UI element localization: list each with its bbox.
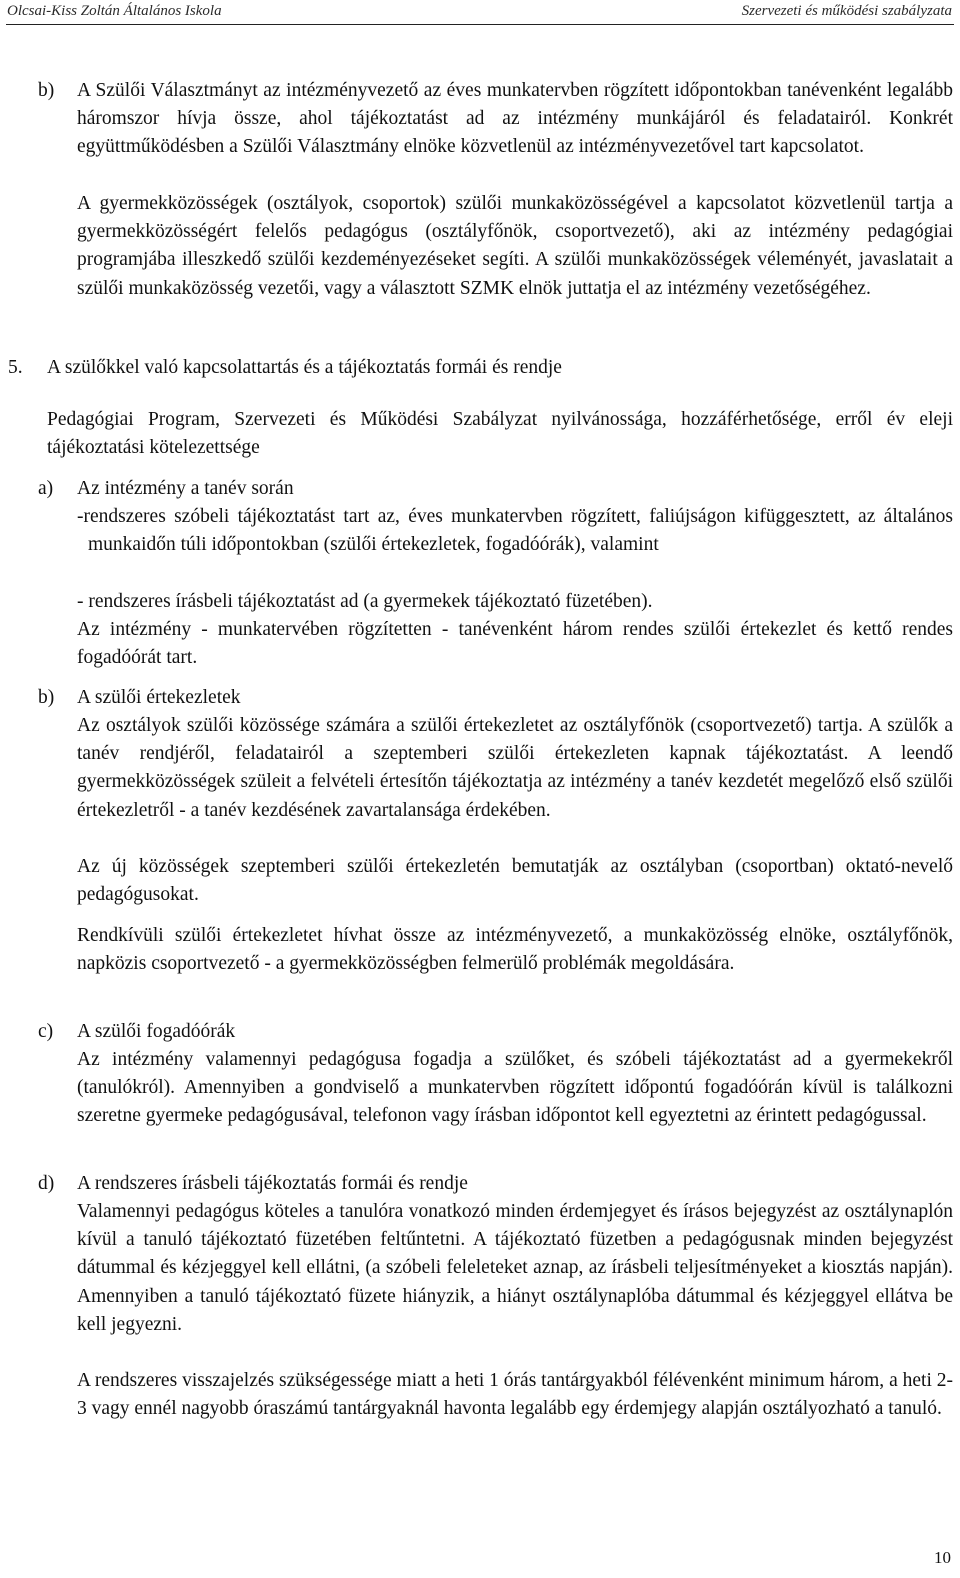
header-divider (6, 24, 954, 25)
item-b-paragraph-2: Az új közösségek szeptemberi szülői értekezletén bemutatják az osztályban (csoportban) oktató-nevelő pedagógusokat. (77, 856, 953, 906)
list-marker-b-top: b) (38, 80, 55, 101)
list-marker-a: a) (38, 478, 54, 499)
b-top-paragraph-2: A gyermekközösségek (osztályok, csoportok) szülői munkaközösségével a kapcsolatot közvetlenül tartja a gyermekközösségért felelős pedagógus (osztályfőnök, csoportvezető), aki az intézmény pedagógiai programjába illeszkedő szülői kezdeményezéseket segíti. A szülői munkaközösségek véleményét, javaslatait a szülői munkaközösség vezetői, vagy a választott SZMK elnök juttatja el az intézmény vezetőségéhez. (77, 193, 953, 299)
item-d-title: A rendszeres írásbeli tájékoztatás formái és rendje (77, 1173, 468, 1194)
section-number: 5. (8, 357, 23, 378)
list-marker-d: d) (38, 1173, 55, 1194)
item-b-paragraph-1: Az osztályok szülői közössége számára a szülői értekezletet az osztályfőnök (csoportvezető) tartja. A szülők a tanév rendjéről, feladatairól a szeptemberi szülői értekezleten kapnak tájékoztatást. A leendő gyermekközösségek szüleit a felvételi értesítőn tájékoztatja az intézmény a tanév kezdetét megelőző első szülői értekezletről - a tanév kezdésének zavartalansága érdekében. (77, 715, 953, 821)
item-c-title: A szülői fogadóórák (77, 1021, 236, 1042)
page-header (0, 0, 960, 28)
header-document-title: Szervezeti és működési szabályzata (741, 3, 952, 19)
item-a-line-2: - rendszeres írásbeli tájékoztatást ad (a gyermekek tájékoztató füzetében). (77, 591, 653, 612)
page-number: 10 (934, 1548, 951, 1567)
item-d-paragraph-1: Valamennyi pedagógus köteles a tanulóra vonatkozó minden érdemjegyet és írásos bejegyzést az osztálynaplón kívül a tanuló tájékoztató füzetében feltűntetni. A tájékoztató füzetben a pedagógusnak minden bejegyzést dátummal és kézjeggyel kell ellátni, (a szóbeli feleleteket aznap, az írásbeli teljesítményeket a kiosztás napján). Amennyiben a tanuló tájékoztató füzete hiányzik, a hiányt osztálynaplóba dátummal és kézjeggyel ellátva be kell jegyezni. (77, 1201, 953, 1335)
list-marker-b: b) (38, 687, 55, 708)
item-d-paragraph-2: A rendszeres visszajelzés szükségessége miatt a heti 1 órás tantárgyakból félévenként minimum három, a heti 2-3 vagy ennél nagyobb óraszámú tantárgyaknál havonta legalább egy érdemjegy alapján osztályozható a tanuló. (77, 1370, 953, 1420)
item-a-line-1: -rendszeres szóbeli tájékoztatást tart az, éves munkatervben rögzített, faliújságon kifüggesztett, az általános munkaidőn túli időpontokban (szülői értekezletek, fogadóórák), valamint (77, 506, 953, 556)
item-a-title: Az intézmény a tanév során (77, 478, 294, 499)
item-a-line-3: Az intézmény - munkatervében rögzítetten - tanévenként három rendes szülői értekezlet és kettő rendes fogadóórát tart. (77, 619, 953, 669)
list-marker-c: c) (38, 1021, 54, 1042)
item-b-title: A szülői értekezletek (77, 687, 241, 708)
section-title: A szülőkkel való kapcsolattartás és a tájékoztatás formái és rendje (47, 357, 562, 378)
section-intro: Pedagógiai Program, Szervezeti és Működési Szabályzat nyilvánossága, hozzáférhetősége, erről év eleji tájékoztatási kötelezettsége (47, 409, 953, 459)
b-top-paragraph-1: A Szülői Választmányt az intézményvezető az éves munkatervben rögzített időpontokban tanévenként legalább háromszor hívja össze, ahol tájékoztatást ad az intézmény munkájáról és feladatairól. Konkrét együttműködésben a Szülői Választmány elnöke közvetlenül az intézményvezetővel tart kapcsolatot. (77, 80, 953, 158)
header-school-name: Olcsai-Kiss Zoltán Általános Iskola (7, 3, 222, 19)
item-b-paragraph-3: Rendkívüli szülői értekezletet hívhat össze az intézményvezető, a munkaközösség elnöke, osztályfőnök, napközis csoportvezető - a gyermekközösségben felmerülő problémák megoldására. (77, 925, 953, 975)
item-c-paragraph-1: Az intézmény valamennyi pedagógusa fogadja a szülőket, és szóbeli tájékoztatást ad a gyermekekről (tanulókról). Amennyiben a gondviselő a munkatervben rögzített időpontú fogadóórán kívül is találkozni szeretne gyermeke pedagógusával, telefonon vagy írásban időpontot kell egyeztetni az érintett pedagógussal. (77, 1049, 953, 1127)
